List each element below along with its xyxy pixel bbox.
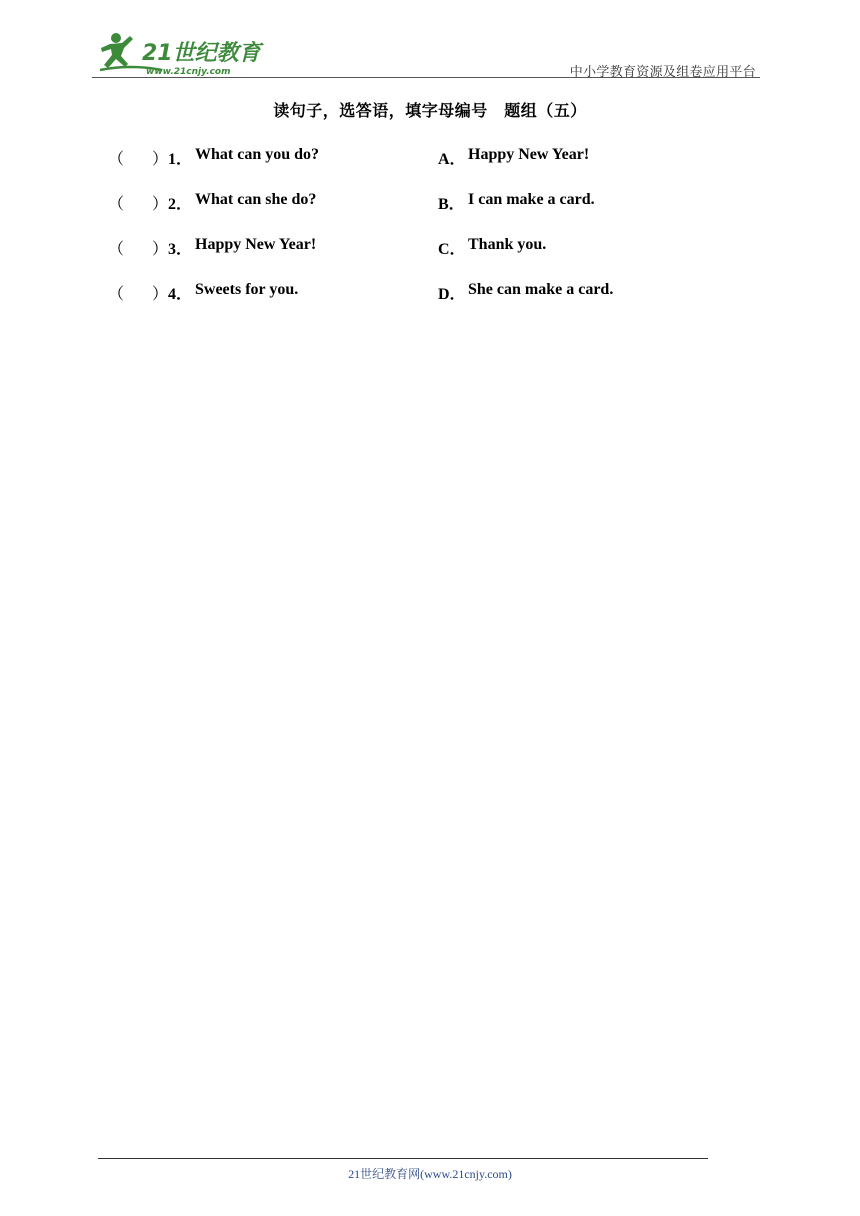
answer-blank-open: （ bbox=[108, 196, 125, 213]
option-letter: B． bbox=[438, 196, 465, 213]
page-header bbox=[92, 30, 760, 78]
question-text: What can you do? bbox=[195, 146, 320, 163]
question-number: 1． bbox=[168, 151, 193, 168]
option-text: Happy New Year! bbox=[468, 146, 590, 163]
option-text: She can make a card. bbox=[468, 281, 614, 298]
answer-blank-open: （ bbox=[108, 241, 125, 258]
answer-blank-open: （ bbox=[108, 151, 125, 168]
answer-blank-open: （ bbox=[108, 286, 125, 303]
answer-blank-close: ） bbox=[152, 151, 169, 168]
header-divider bbox=[92, 77, 760, 78]
logo-url-text: www.21cnjy.com bbox=[146, 67, 231, 77]
answer-blank-close: ） bbox=[152, 196, 169, 213]
footer-link[interactable]: 21世纪教育网(www.21cnjy.com) bbox=[348, 1167, 512, 1181]
option-letter: D． bbox=[438, 286, 466, 303]
footer-divider bbox=[98, 1158, 708, 1159]
question-text: Happy New Year! bbox=[195, 236, 317, 253]
answer-blank-close: ） bbox=[152, 241, 169, 258]
option-text: Thank you. bbox=[468, 236, 547, 253]
question-number: 3． bbox=[168, 241, 193, 258]
option-letter: A． bbox=[438, 151, 466, 168]
question-number: 2． bbox=[168, 196, 193, 213]
platform-name: 中小学教育资源及组卷应用平台 bbox=[569, 64, 756, 79]
question-number: 4． bbox=[168, 286, 193, 303]
question-text: Sweets for you. bbox=[195, 281, 299, 298]
logo-brand-text: 21世纪教育 bbox=[142, 41, 261, 66]
question-text: What can she do? bbox=[195, 191, 317, 208]
worksheet-title: 读句子，选答语，填字母编号 题组（五） bbox=[273, 103, 587, 120]
site-logo bbox=[92, 30, 267, 78]
answer-blank-close: ） bbox=[152, 286, 169, 303]
option-letter: C． bbox=[438, 241, 466, 258]
option-text: I can make a card. bbox=[468, 191, 595, 208]
